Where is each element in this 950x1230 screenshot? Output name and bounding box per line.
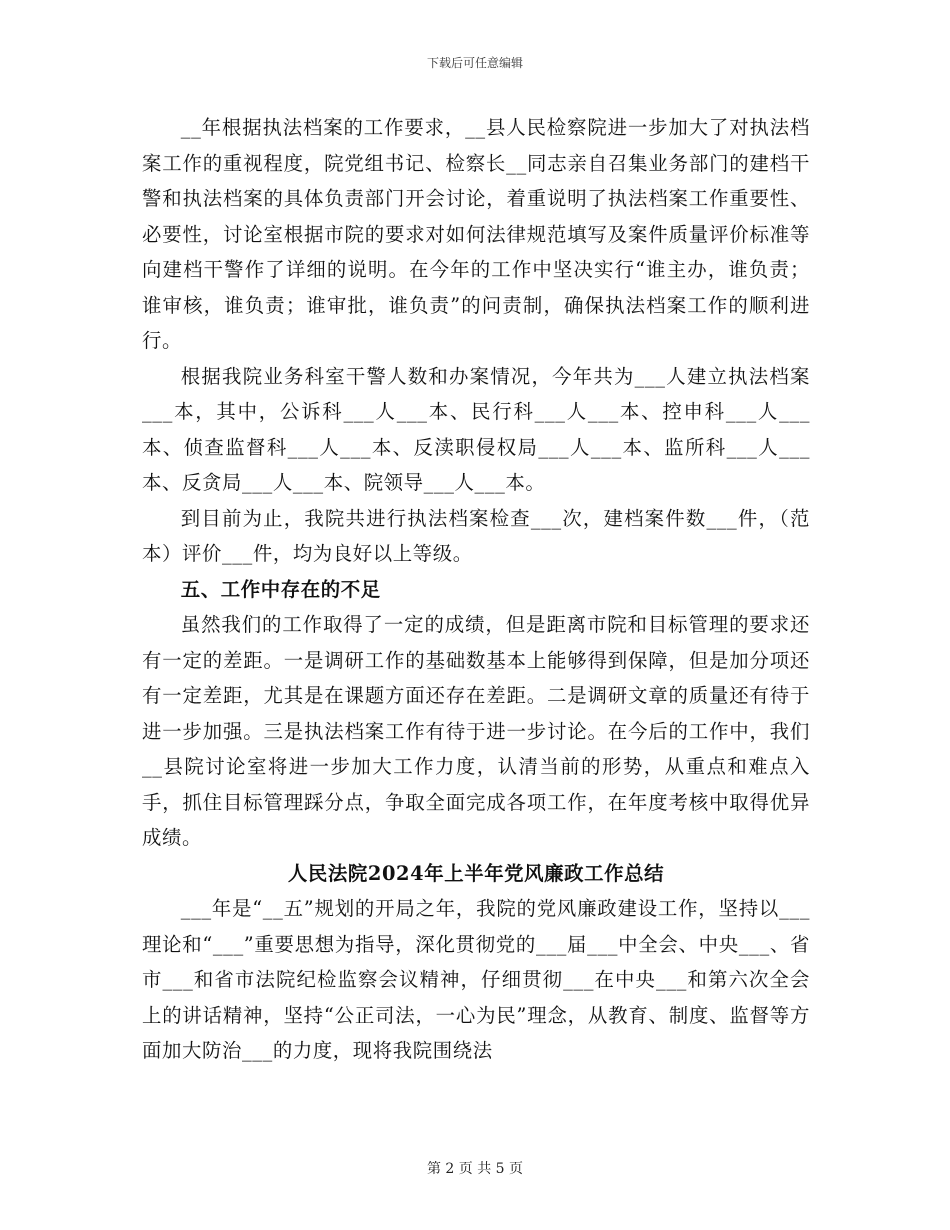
page-header: 下载后可任意编辑 xyxy=(426,56,523,70)
document-body xyxy=(142,110,810,1069)
paragraph-archive-requirements: __年根据执法档案的工作要求，__县人民检察院进一步加大了对执法档案工作的重视程度，院党组书记、检察长__同志亲自召集业务部门的建档干警和执法档案的具体负责部门开会讨论，着重说明了执法档案工作重要性、必要性，讨论室根据市院的要求对如何法律规范填写及案件质量评价标准等向建档干警作了详细的说明。在今年的工作中坚决实行“谁主办，谁负责；谁审核，谁负责；谁审批，谁负责”的问责制，确保执法档案工作的顺利进行。 xyxy=(142,116,810,352)
paragraph-intro: ___年是“__五”规划的开局之年，我院的党风廉政建设工作，坚持以___理论和“___”重要思想为指导，深化贯彻党的___届___中全会、中央___、省市___和省市法院纪检监察会议精神，仔细贯彻___在中央___和第六次全会上的讲话精神，坚持“公正司法，一心为民”理念，从教育、制度、监督等方面加大防治___的力度，现将我院围绕法 xyxy=(142,897,810,1062)
paragraph-inspection-count: 到目前为止，我院共进行执法档案检查___次，建档案件数___件，（范本）评价___件，均为良好以上等级。 xyxy=(142,506,810,565)
section-heading-shortcomings: 五、工作中存在的不足 xyxy=(180,577,381,601)
paragraph-archive-statistics: 根据我院业务科室干警人数和办案情况，今年共为___人建立执法档案___本，其中，公诉科___人___本、民行科___人___本、控申科___人___本、侦查监督科___人___本、反渎职侵权局___人___本、监所科___人___本、反贪局___人___本、院领导___人___本。 xyxy=(142,364,810,494)
paragraph-shortcomings: 虽然我们的工作取得了一定的成绩，但是距离市院和目标管理的要求还有一定的差距。一是调研工作的基础数基本上能够得到保障，但是加分项还有一定差距，尤其是在课题方面还存在差距。二是调研文章的质量还有待于进一步加强。三是执法档案工作有待于进一步讨论。在今后的工作中，我们__县院讨论室将进一步加大工作力度，认清当前的形势，从重点和难点入手，抓住目标管理踩分点，争取全面完成各项工作，在年度考核中取得优异成绩。 xyxy=(142,613,810,849)
document-title: 人民法院2024年上半年党风廉政工作总结 xyxy=(287,861,665,885)
page-number: 第 2 页 共 5 页 xyxy=(426,1161,524,1177)
